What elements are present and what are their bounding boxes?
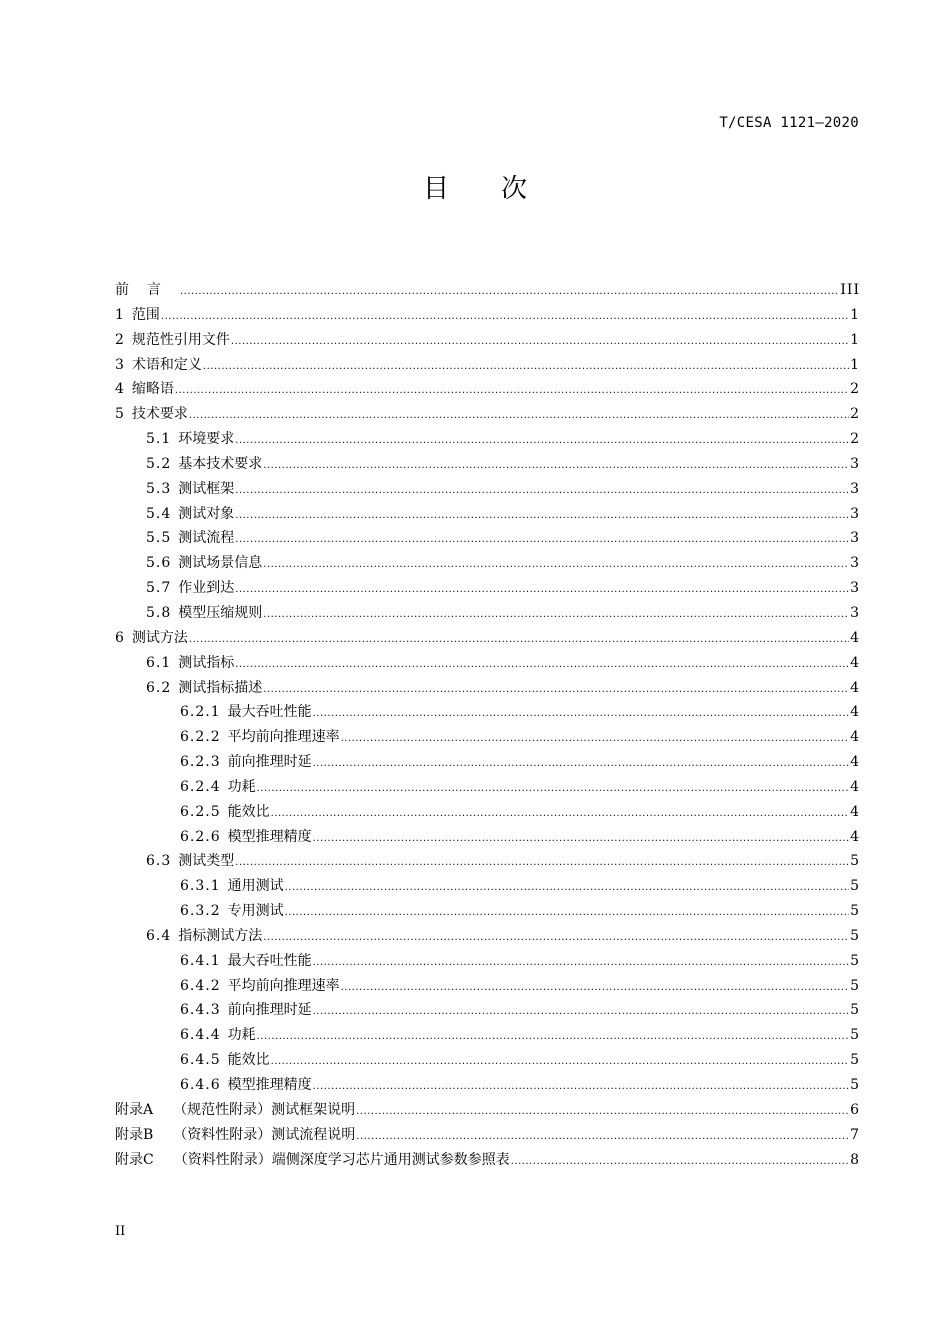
toc-entry-label: 功耗 <box>227 778 256 795</box>
toc-entry-label: （资料性附录）测试流程说明 <box>173 1126 356 1143</box>
toc-entry-label: 通用测试 <box>227 878 284 895</box>
toc-entry[interactable] <box>115 1048 860 1073</box>
toc-dot-leader <box>271 1050 849 1075</box>
toc-entry-page: 4 <box>850 654 860 671</box>
toc-entry-number: 2 <box>115 331 125 348</box>
toc-dot-leader <box>235 578 849 603</box>
toc-dot-leader <box>235 479 849 504</box>
toc-entry-number: 6.4.4 <box>180 1027 221 1044</box>
toc-entry-label: 环境要求 <box>178 431 235 448</box>
toc-dot-leader <box>313 1000 849 1025</box>
toc-entry[interactable] <box>115 899 860 924</box>
toc-entry[interactable] <box>115 502 860 527</box>
toc-entry-label: 术语和定义 <box>131 356 202 373</box>
toc-entry-label: 平均前向推理速率 <box>227 729 340 746</box>
toc-dot-leader <box>161 305 849 330</box>
toc-entry[interactable] <box>115 278 860 303</box>
toc-entry[interactable] <box>115 1148 860 1173</box>
toc-entry-number: 6 <box>115 629 125 646</box>
toc-dot-leader <box>313 1075 849 1100</box>
toc-entry-page: 1 <box>850 306 860 323</box>
toc-entry-page: 4 <box>850 729 860 746</box>
toc-entry-label: 范围 <box>131 306 160 323</box>
page-number: II <box>115 1224 126 1239</box>
toc-entry-label: 能效比 <box>227 803 270 820</box>
toc-entry-label: 测试流程 <box>178 530 235 547</box>
toc-entry-number: 6.2.2 <box>180 729 221 746</box>
toc-entry[interactable] <box>115 526 860 551</box>
toc-entry-label: 平均前向推理速率 <box>227 977 340 994</box>
toc-dot-leader <box>511 1150 849 1175</box>
toc-entry-page: 7 <box>850 1126 860 1143</box>
toc-entry[interactable] <box>115 477 860 502</box>
toc-entry-label: 测试对象 <box>178 505 235 522</box>
toc-dot-leader <box>235 653 849 678</box>
toc-entry-label: 能效比 <box>227 1052 270 1069</box>
toc-dot-leader <box>203 355 849 380</box>
toc-entry[interactable] <box>115 949 860 974</box>
toc-entry-label: 最大吞吐性能 <box>227 704 312 721</box>
toc-entry-number: 3 <box>115 356 125 373</box>
toc-entry-page: 3 <box>850 604 860 621</box>
toc-entry-number: 6.2 <box>146 679 172 696</box>
toc-entry[interactable] <box>115 601 860 626</box>
toc-dot-leader <box>285 876 849 901</box>
toc-entry-label: 前向推理时延 <box>227 754 312 771</box>
toc-entry-page: 3 <box>850 555 860 572</box>
toc-entry-label: 模型推理精度 <box>227 1077 312 1093</box>
toc-entry[interactable] <box>115 402 860 427</box>
toc-entry[interactable] <box>115 1098 860 1123</box>
toc-entry[interactable] <box>115 725 860 750</box>
toc-entry[interactable] <box>115 775 860 800</box>
toc-entry[interactable] <box>115 974 860 999</box>
toc-entry-page: 4 <box>850 629 860 646</box>
toc-entry[interactable] <box>115 551 860 576</box>
toc-entry-page: 4 <box>850 803 860 820</box>
toc-entry-number: 6.4 <box>146 927 172 944</box>
toc-entry-page: 2 <box>850 431 860 448</box>
toc-dot-leader <box>356 1125 849 1150</box>
toc-dot-leader <box>180 280 839 305</box>
toc-dot-leader <box>263 454 849 479</box>
toc-entry[interactable] <box>115 849 860 874</box>
toc-entry-label: 规范性引用文件 <box>131 331 230 348</box>
toc-dot-leader <box>189 628 849 653</box>
toc-dot-leader <box>356 1100 849 1125</box>
toc-entry-page: 2 <box>850 406 860 423</box>
toc-entry-number: 附录C <box>115 1151 154 1168</box>
toc-entry[interactable] <box>115 427 860 452</box>
toc-dot-leader <box>257 777 849 802</box>
toc-entry-page: 5 <box>850 977 860 994</box>
toc-entry-number: 6.1 <box>146 654 172 671</box>
toc-dot-leader <box>263 553 849 578</box>
toc-entry-label: 测试场景信息 <box>178 555 263 572</box>
toc-entry-page: 1 <box>850 331 860 348</box>
toc-entry-number: 6.3.2 <box>180 903 221 920</box>
toc-dot-leader <box>313 827 849 852</box>
toc-entry-number: 6.2.6 <box>180 828 221 845</box>
toc-entry[interactable] <box>115 750 860 775</box>
toc-dot-leader <box>235 851 849 876</box>
toc-entry-page: 5 <box>850 878 860 895</box>
toc-entry-label: 技术要求 <box>131 406 188 423</box>
table-of-contents <box>115 278 860 1172</box>
toc-entry-page: 3 <box>850 455 860 472</box>
toc-entry-page: 5 <box>850 927 860 944</box>
toc-entry-label: （资料性附录）端侧深度学习芯片通用测试参数参照表 <box>173 1151 510 1168</box>
toc-dot-leader <box>313 752 849 777</box>
toc-entry-page: 4 <box>850 679 860 696</box>
toc-entry-label: 缩略语 <box>131 381 174 398</box>
toc-dot-leader <box>235 504 849 529</box>
toc-dot-leader <box>341 976 849 1001</box>
toc-entry-label: 指标测试方法 <box>178 927 263 944</box>
toc-entry[interactable] <box>115 377 860 402</box>
toc-entry-label: 功耗 <box>227 1027 256 1044</box>
toc-dot-leader <box>263 603 849 628</box>
toc-entry-number: 附录B <box>115 1126 154 1143</box>
toc-entry-number: 5.6 <box>146 555 172 572</box>
toc-entry-page: 5 <box>850 1002 860 1019</box>
toc-dot-leader <box>263 678 849 703</box>
toc-dot-leader <box>175 379 849 404</box>
toc-entry[interactable] <box>115 1023 860 1048</box>
toc-entry-page: III <box>840 282 860 298</box>
toc-entry-number: 6.4.5 <box>180 1052 221 1069</box>
toc-entry-number: 5.2 <box>146 455 172 472</box>
toc-entry-label: 专用测试 <box>227 903 284 920</box>
toc-dot-leader <box>271 802 849 827</box>
toc-entry-number: 5 <box>115 406 125 423</box>
toc-entry[interactable] <box>115 1123 860 1148</box>
toc-entry-page: 5 <box>850 1052 860 1069</box>
toc-entry-page: 2 <box>850 381 860 398</box>
toc-entry-number: 6.2.3 <box>180 754 221 771</box>
toc-entry-number: 6.4.3 <box>180 1002 221 1019</box>
toc-entry[interactable] <box>115 700 860 725</box>
toc-entry-number: 5.5 <box>146 530 172 547</box>
toc-entry-number: 1 <box>115 306 125 323</box>
toc-entry-number: 5.1 <box>146 431 172 448</box>
toc-entry-label: 前言 <box>115 282 179 298</box>
toc-entry-page: 6 <box>850 1101 860 1118</box>
toc-entry-number: 6.2.5 <box>180 803 221 820</box>
toc-entry-page: 5 <box>850 903 860 920</box>
toc-entry-number: 5.3 <box>146 480 172 497</box>
toc-entry-number: 6.2.1 <box>180 704 221 721</box>
toc-entry[interactable] <box>115 998 860 1023</box>
toc-dot-leader <box>235 528 849 553</box>
page-title-char-1: 目 <box>422 174 449 204</box>
toc-entry-label: （规范性附录）测试框架说明 <box>173 1101 356 1118</box>
toc-entry[interactable] <box>115 303 860 328</box>
toc-entry-label: 作业到达 <box>178 580 235 597</box>
toc-entry-number: 6.2.4 <box>180 778 221 795</box>
toc-entry[interactable] <box>115 800 860 825</box>
toc-entry-label: 最大吞吐性能 <box>227 952 312 969</box>
toc-entry-page: 3 <box>850 530 860 547</box>
toc-entry[interactable] <box>115 626 860 651</box>
toc-dot-leader <box>257 1025 849 1050</box>
toc-entry-page: 4 <box>850 704 860 721</box>
toc-entry-number: 6.4.1 <box>180 952 221 969</box>
toc-dot-leader <box>235 429 849 454</box>
toc-dot-leader <box>313 951 849 976</box>
toc-entry[interactable] <box>115 924 860 949</box>
toc-entry-number: 4 <box>115 381 125 398</box>
toc-entry-number: 6.4.6 <box>180 1077 221 1093</box>
toc-entry-label: 前向推理时延 <box>227 1002 312 1019</box>
toc-entry-number: 5.7 <box>146 580 172 597</box>
toc-entry-label: 模型推理精度 <box>227 828 312 845</box>
toc-entry-label: 测试指标 <box>178 654 235 671</box>
toc-dot-leader <box>285 901 849 926</box>
toc-entry-page: 3 <box>850 480 860 497</box>
toc-entry-label: 模型压缩规则 <box>178 604 263 621</box>
toc-entry[interactable] <box>115 328 860 353</box>
toc-entry-page: 4 <box>850 754 860 771</box>
toc-entry-page: 5 <box>850 952 860 969</box>
toc-entry-label: 测试指标描述 <box>178 679 263 696</box>
page-title-char-2: 次 <box>501 174 528 204</box>
toc-entry-page: 3 <box>850 580 860 597</box>
toc-entry-page: 3 <box>850 505 860 522</box>
toc-entry-page: 5 <box>850 1077 860 1093</box>
toc-dot-leader <box>313 702 849 727</box>
toc-entry[interactable] <box>115 452 860 477</box>
toc-entry-label: 测试方法 <box>131 629 188 646</box>
toc-dot-leader <box>341 727 849 752</box>
toc-entry-number: 附录A <box>115 1101 154 1118</box>
toc-entry-number: 6.3 <box>146 853 172 870</box>
toc-entry[interactable] <box>115 353 860 378</box>
toc-entry-number: 6.4.2 <box>180 977 221 994</box>
toc-entry-number: 5.4 <box>146 505 172 522</box>
toc-entry-number: 6.3.1 <box>180 878 221 895</box>
toc-entry[interactable] <box>115 676 860 701</box>
toc-entry-number: 5.8 <box>146 604 172 621</box>
toc-entry[interactable] <box>115 1073 860 1098</box>
toc-entry[interactable] <box>115 576 860 601</box>
toc-entry-page: 4 <box>850 828 860 845</box>
toc-dot-leader <box>189 404 849 429</box>
toc-entry-label: 基本技术要求 <box>178 455 263 472</box>
toc-entry-label: 测试类型 <box>178 853 235 870</box>
document-code: T/CESA 1121—2020 <box>719 115 859 131</box>
toc-entry-page: 5 <box>850 1027 860 1044</box>
toc-entry-page: 4 <box>850 778 860 795</box>
page-title <box>0 168 950 205</box>
toc-entry-page: 8 <box>850 1151 860 1168</box>
toc-entry-page: 1 <box>850 356 860 373</box>
toc-entry[interactable] <box>115 825 860 850</box>
toc-entry-page: 5 <box>850 853 860 870</box>
toc-dot-leader <box>231 330 849 355</box>
toc-entry-label: 测试框架 <box>178 480 235 497</box>
toc-dot-leader <box>263 926 849 951</box>
toc-entry[interactable] <box>115 874 860 899</box>
toc-entry[interactable] <box>115 651 860 676</box>
